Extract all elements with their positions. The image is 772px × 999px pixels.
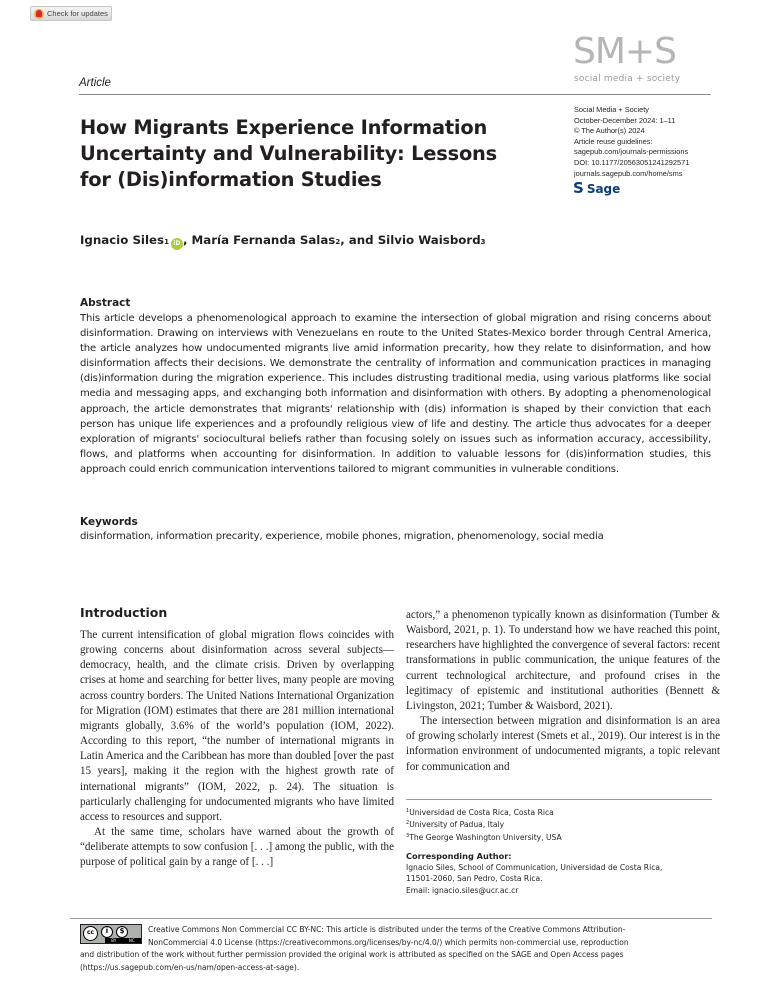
license-text [80, 924, 720, 974]
license-divider [70, 918, 712, 919]
orcid-icon[interactable]: iD [171, 238, 183, 250]
copyright: © The Author(s) 2024 [574, 126, 645, 136]
affiliation-text: The George Washington University, USA [409, 832, 562, 842]
keywords-heading: Keywords [80, 516, 138, 528]
corresponding-author-heading: Corresponding Author: [406, 851, 512, 861]
publisher-logo [573, 181, 620, 196]
title-line: for (Dis)information Studies [80, 168, 382, 191]
affiliation-number: 3 [406, 832, 410, 839]
article-title [80, 115, 520, 193]
journal-logo: SM+S [573, 31, 676, 72]
noncommercial-icon: $ [116, 926, 128, 938]
by-attribution-icon: i [101, 926, 113, 938]
issue-info: October-December 2024: 1–11 [574, 115, 676, 125]
title-line: How Migrants Experience Information [80, 116, 488, 139]
cc-icon: cc [83, 926, 98, 941]
doi-link[interactable]: DOI: 10.1177/20563051241292571 [574, 157, 690, 167]
license-line: Creative Commons Non Commercial CC BY-NC: This article is distributed under the terms of the Creative Commons Attribution- [148, 925, 626, 934]
author-name: María Fernanda Salas [191, 233, 336, 247]
journal-meta [574, 105, 689, 179]
title-line: Uncertainty and Vulnerability: Lessons [80, 142, 498, 165]
corresponding-author [406, 851, 662, 896]
body-column-left [80, 628, 394, 871]
journal-logo-subtitle: social media + society [574, 74, 681, 84]
affiliations [406, 806, 562, 843]
permissions-link[interactable]: sagepub.com/journals-permissions [574, 147, 689, 157]
corresponding-author-line: 11501-2060, San Pedro, Costa Rica. [406, 874, 543, 884]
license-line[interactable]: NonCommercial 4.0 License (https://creativecommons.org/licenses/by-nc/4.0/) which permits non-commercial use, reproduction [148, 937, 629, 947]
affiliation-marker: 1 [164, 238, 169, 246]
author-separator: , [182, 233, 192, 247]
body-paragraph: The intersection between migration and disinformation is an area of growing scholarly interest (Smets et al., 2019). Our interest is in the information environment of undocumented migrants, a topic relevant for communication and [406, 715, 720, 773]
introduction-heading: Introduction [80, 605, 168, 620]
crossmark-icon [34, 9, 44, 19]
abstract-text: This article develops a phenomenological approach to examine the intersection of global migration and rising concerns about disinformation. Drawing on interviews with Venezuelans en route to the United States-Mexico border through Central America, the article analyzes how undocumented migrants live amid information precarity, how they relate to disinformation, and how disinformation affects their decisions. We demonstrate the centrality of information and communication practices in managing (dis)information during the migration experience. This includes distrusting traditional media, using various platforms like social media and messaging apps, and exchanging both information and disinformation with others. By adopting a phenomenological approach, the article demonstrates that migrants' relationship with (dis) information is shaped by their conviction that each person has unique life experiences and a profoundly religious view of life and destiny. The article thus advocates for a deeper exploration of migrants' sociocultural beliefs rather than focusing solely on issues such as information accuracy, accessibility, flows, and platforms when accounting for disinformation. In addition to valuable lessons for (dis)information studies, this approach could enrich communication interventions tailored to migrant communities in vulnerable conditions. [80, 313, 711, 475]
by-label: BY [111, 938, 117, 943]
keywords-text: disinformation, information precarity, experience, mobile phones, migration, phenomenology, social media [80, 531, 604, 542]
abstract-heading: Abstract [80, 297, 131, 309]
affiliation-marker: 2 [335, 238, 341, 246]
body-paragraph: The current intensification of global migration flows coincides with growing concerns about disinformation across several subjects—democracy, health, and the climate crisis. Driven by overlapping crises at home and searching for better lives, many people are moving across country borders. The United Nations International Organization for Migration (IOM) estimates that there are 281 million international migrants globally, 3.6% of the world’s population (IOM, 2022). According to this report, “the number of international migrants in Latin America and the Caribbean has more than doubled [over the past 15 years], making it the region with the highest growth rate of international migrants” (IOM, 2022, p. 24). The situation is particularly challenging for undocumented migrants who have limited access to resources and support. [80, 629, 394, 823]
reuse-label: Article reuse guidelines: [574, 136, 653, 146]
author-name: Silvio Waisbord [377, 233, 481, 247]
footnote-divider [406, 799, 712, 800]
check-for-updates-label: Check for updates [47, 9, 108, 18]
nc-label: NC [128, 938, 135, 943]
journal-name: Social Media + Society [574, 105, 649, 114]
author-list [80, 233, 486, 249]
article-type-label: Article [79, 77, 111, 89]
affiliation-number: 2 [406, 820, 410, 827]
affiliation-item [406, 818, 562, 830]
header-divider [79, 94, 711, 95]
check-for-updates-button[interactable] [30, 6, 112, 21]
journal-home-link[interactable]: journals.sagepub.com/home/sms [574, 168, 683, 178]
publisher-name: Sage [586, 181, 621, 196]
affiliation-item [406, 831, 562, 843]
body-paragraph: actors,” a phenomenon typically known as disinformation (Tumber & Waisbord, 2021, p. 1). To understand how we have reached this point, researchers have highlighted the convergence of several factors: recent transformations in public communication, the unique features of the current technological architecture, and profound crises in the legitimacy of epistemic and institutional authorities (Bennett & Livingston, 2021; Tumber & Waisbord, 2021). [406, 609, 720, 712]
affiliation-marker: 3 [480, 238, 486, 246]
body-paragraph: At the same time, scholars have warned about the growth of “deliberate attempts to sow confusion [. . .] among the public, with the purpose of political gain by a range of [. . .] [80, 826, 394, 869]
license-line[interactable]: (https://us.sagepub.com/en-us/nam/open-access-at-sage). [80, 962, 300, 972]
affiliation-number: 1 [406, 808, 410, 814]
license-line: and distribution of the work without further permission provided the original work is attributed as specified on the SAGE and Open Access pages [80, 950, 624, 960]
corresponding-author-email[interactable]: Email: ignacio.siles@ucr.ac.cr [406, 885, 519, 895]
corresponding-author-line: Ignacio Siles, School of Communication, Universidad de Costa Rica, [406, 863, 663, 873]
sage-logo-icon: S [573, 179, 584, 197]
affiliation-item [406, 806, 562, 818]
body-column-right [406, 608, 720, 775]
author-name: Ignacio Siles [80, 233, 165, 247]
affiliation-text: Universidad de Costa Rica, Costa Rica [409, 808, 554, 817]
affiliation-text: University of Padua, Italy [409, 820, 505, 830]
author-separator: , and [340, 233, 378, 247]
